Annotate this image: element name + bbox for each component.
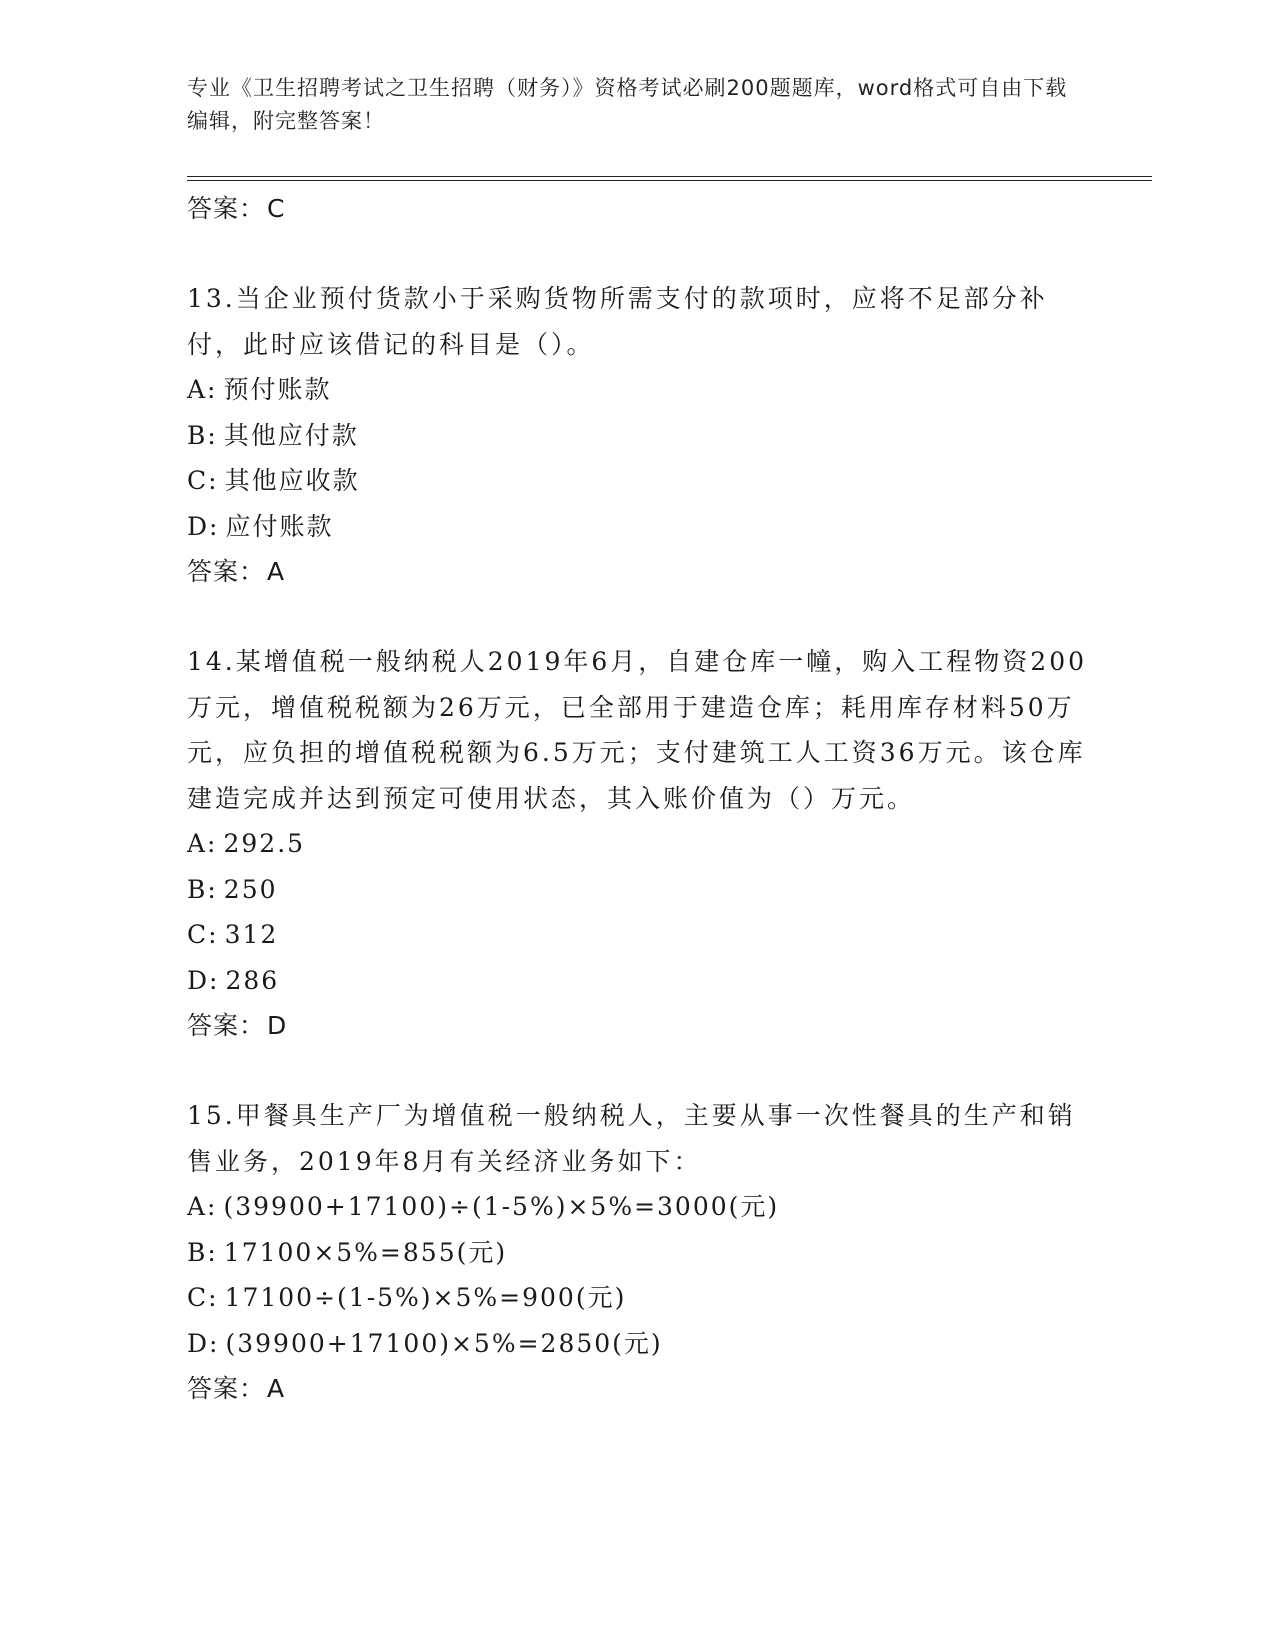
answer-label: 答案: [187, 557, 240, 586]
option-letter: C:: [187, 1283, 219, 1312]
option-text: 17100×5%=855(元): [223, 1237, 508, 1267]
option-a: [187, 821, 1087, 867]
option-letter: D:: [187, 1328, 220, 1358]
option-text: 应付账款: [225, 511, 334, 541]
answer-label: 答案: [187, 1011, 240, 1040]
question-answer: [187, 549, 1087, 594]
option-text: 286: [225, 965, 280, 995]
answer-value: D: [267, 1011, 288, 1040]
page-header: 专业《卫生招聘考试之卫生招聘（财务）》资格考试必刷200题题库，word格式可自由下载编辑，附完整答案！: [187, 76, 1068, 133]
option-text: 其他应收款: [224, 466, 360, 495]
option-letter: D:: [187, 511, 220, 541]
option-letter: C:: [187, 920, 219, 949]
question-13: [187, 276, 1087, 594]
option-c: [187, 458, 1087, 504]
option-c: [187, 912, 1087, 958]
question-stem: 15.甲餐具生产厂为增值税一般纳税人，主要从事一次性餐具的生产和销售业务，2019年8月有关经济业务如下：: [187, 1101, 1076, 1176]
answer-label: 答案: [187, 1374, 240, 1403]
option-text: (39900+17100)÷(1-5%)×5%=3000(元): [223, 1192, 780, 1221]
answer-label: 答案: [187, 194, 240, 223]
answer-separator: ：: [239, 194, 266, 223]
answer-separator: ：: [239, 1374, 266, 1403]
option-d: [187, 1321, 1087, 1367]
answer-value: A: [267, 557, 286, 586]
question-15: [187, 1093, 1087, 1411]
option-letter: B:: [187, 420, 218, 450]
option-letter: B:: [187, 1237, 218, 1267]
answer-value: C: [267, 194, 286, 223]
answer-separator: ：: [239, 557, 266, 586]
option-letter: A:: [187, 829, 218, 858]
header-divider: [187, 176, 1152, 181]
answer-separator: ：: [239, 1011, 266, 1040]
option-text: 292.5: [223, 829, 306, 858]
option-letter: B:: [187, 874, 218, 904]
answer-value: A: [267, 1374, 286, 1403]
option-letter: A:: [187, 1192, 218, 1221]
question-stem: 13.当企业预付货款小于采购货物所需支付的款项时，应将不足部分补付，此时应该借记的科目是（）。: [187, 284, 1048, 359]
option-text: 其他应付款: [223, 420, 359, 450]
option-text: 17100÷(1-5%)×5%=900(元): [224, 1283, 627, 1312]
option-d: [187, 958, 1087, 1004]
option-text: (39900+17100)×5%=2850(元): [225, 1328, 663, 1358]
option-b: [187, 1230, 1087, 1276]
question-answer: [187, 1366, 1087, 1411]
option-b: [187, 867, 1087, 913]
previous-answer: [187, 186, 1087, 231]
option-letter: D:: [187, 965, 220, 995]
option-c: [187, 1275, 1087, 1321]
option-b: [187, 413, 1087, 459]
question-stem: 14.某增值税一般纳税人2019年6月，自建仓库一幢，购入工程物资200万元，增值税税额为26万元，已全部用于建造仓库；耗用库存材料50万元，应负担的增值税税额为6.5万元；支付建筑工人工资36万元。该仓库建造完成并达到预定可使用状态，其入账价值为（）万元。: [187, 647, 1088, 813]
option-text: 250: [223, 874, 278, 904]
option-a: [187, 367, 1087, 413]
option-letter: C:: [187, 466, 219, 495]
question-list: [187, 186, 1087, 1411]
option-letter: A:: [187, 375, 218, 404]
option-d: [187, 504, 1087, 550]
question-answer: [187, 1003, 1087, 1048]
option-text: 312: [224, 920, 279, 949]
option-a: [187, 1184, 1087, 1230]
option-text: 预付账款: [223, 375, 332, 404]
question-14: [187, 639, 1087, 1048]
